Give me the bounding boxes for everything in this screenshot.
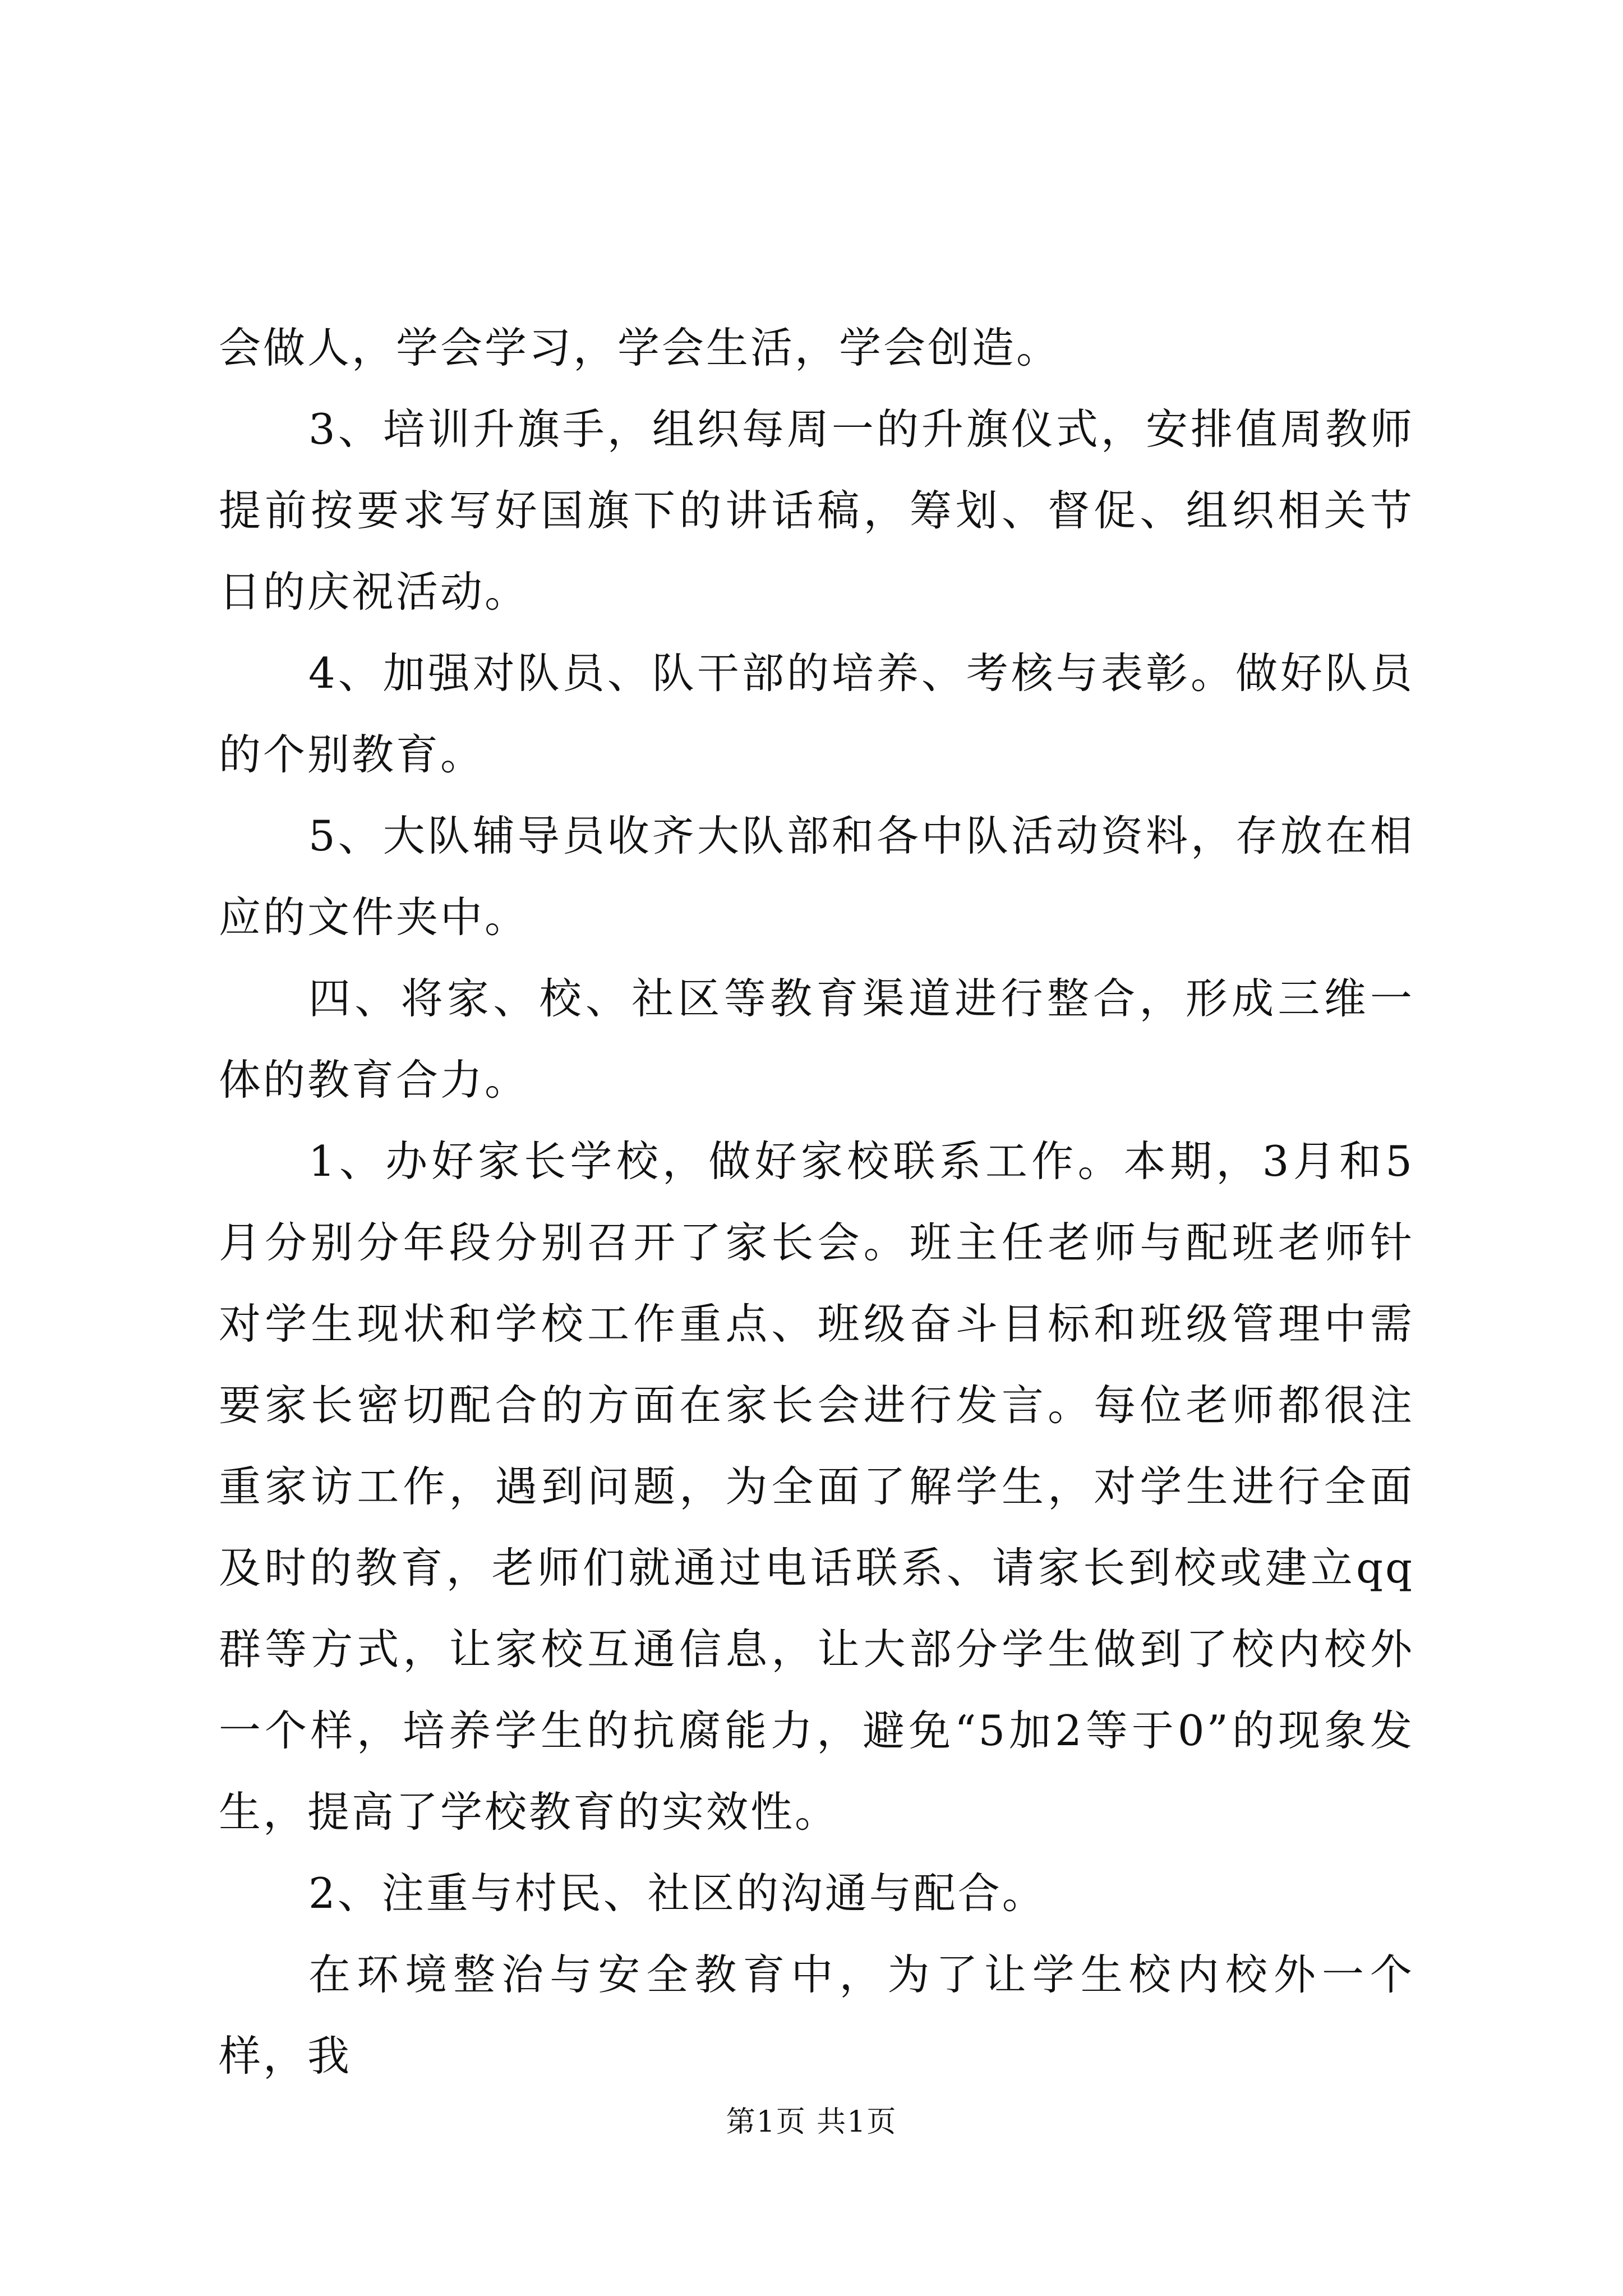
- paragraph-item-5: 5、大队辅导员收齐大队部和各中队活动资料，存放在相应的文件夹中。: [219, 811, 1414, 942]
- paragraph-item-4: 4、加强对队员、队干部的培养、考核与表彰。做好队员的个别教育。: [219, 648, 1414, 779]
- page-footer: [0, 2098, 1623, 2140]
- section-heading-four: 四、将家、校、社区等教育渠道进行整合，形成三维一体的教育合力。: [219, 974, 1414, 1105]
- paragraph-item-2: 2、注重与村民、社区的沟通与配合。: [308, 1869, 1046, 1918]
- paragraph-continuation: 会做人，学会学习，学会生活，学会创造。: [219, 323, 1061, 372]
- paragraph-environment: 在环境整治与安全教育中，为了让学生校内校外一个样，我: [219, 1950, 1414, 2081]
- page-number-label: 第1页 共1页: [726, 2105, 897, 2139]
- paragraph-item-3: 3、培训升旗手，组织每周一的升旗仪式，安排值周教师提前按要求写好国旗下的讲话稿，筹划、督促、组织相关节日的庆祝活动。: [219, 404, 1414, 616]
- document-body: [219, 307, 1414, 2097]
- paragraph-item-1: 1、办好家长学校，做好家校联系工作。本期，3月和5月分别分年段分别召开了家长会。班主任老师与配班老师针对学生现状和学校工作重点、班级奋斗目标和班级管理中需要家长密切配合的方面在家长会进行发言。每位老师都很注重家访工作，遇到问题，为全面了解学生，对学生进行全面及时的教育，老师们就通过电话联系、请家长到校或建立qq群等方式，让家校互通信息，让大部分学生做到了校内校外一个样，培养学生的抗腐能力，避免“5加2等于0”的现象发生，提高了学校教育的实效性。: [219, 1137, 1414, 1837]
